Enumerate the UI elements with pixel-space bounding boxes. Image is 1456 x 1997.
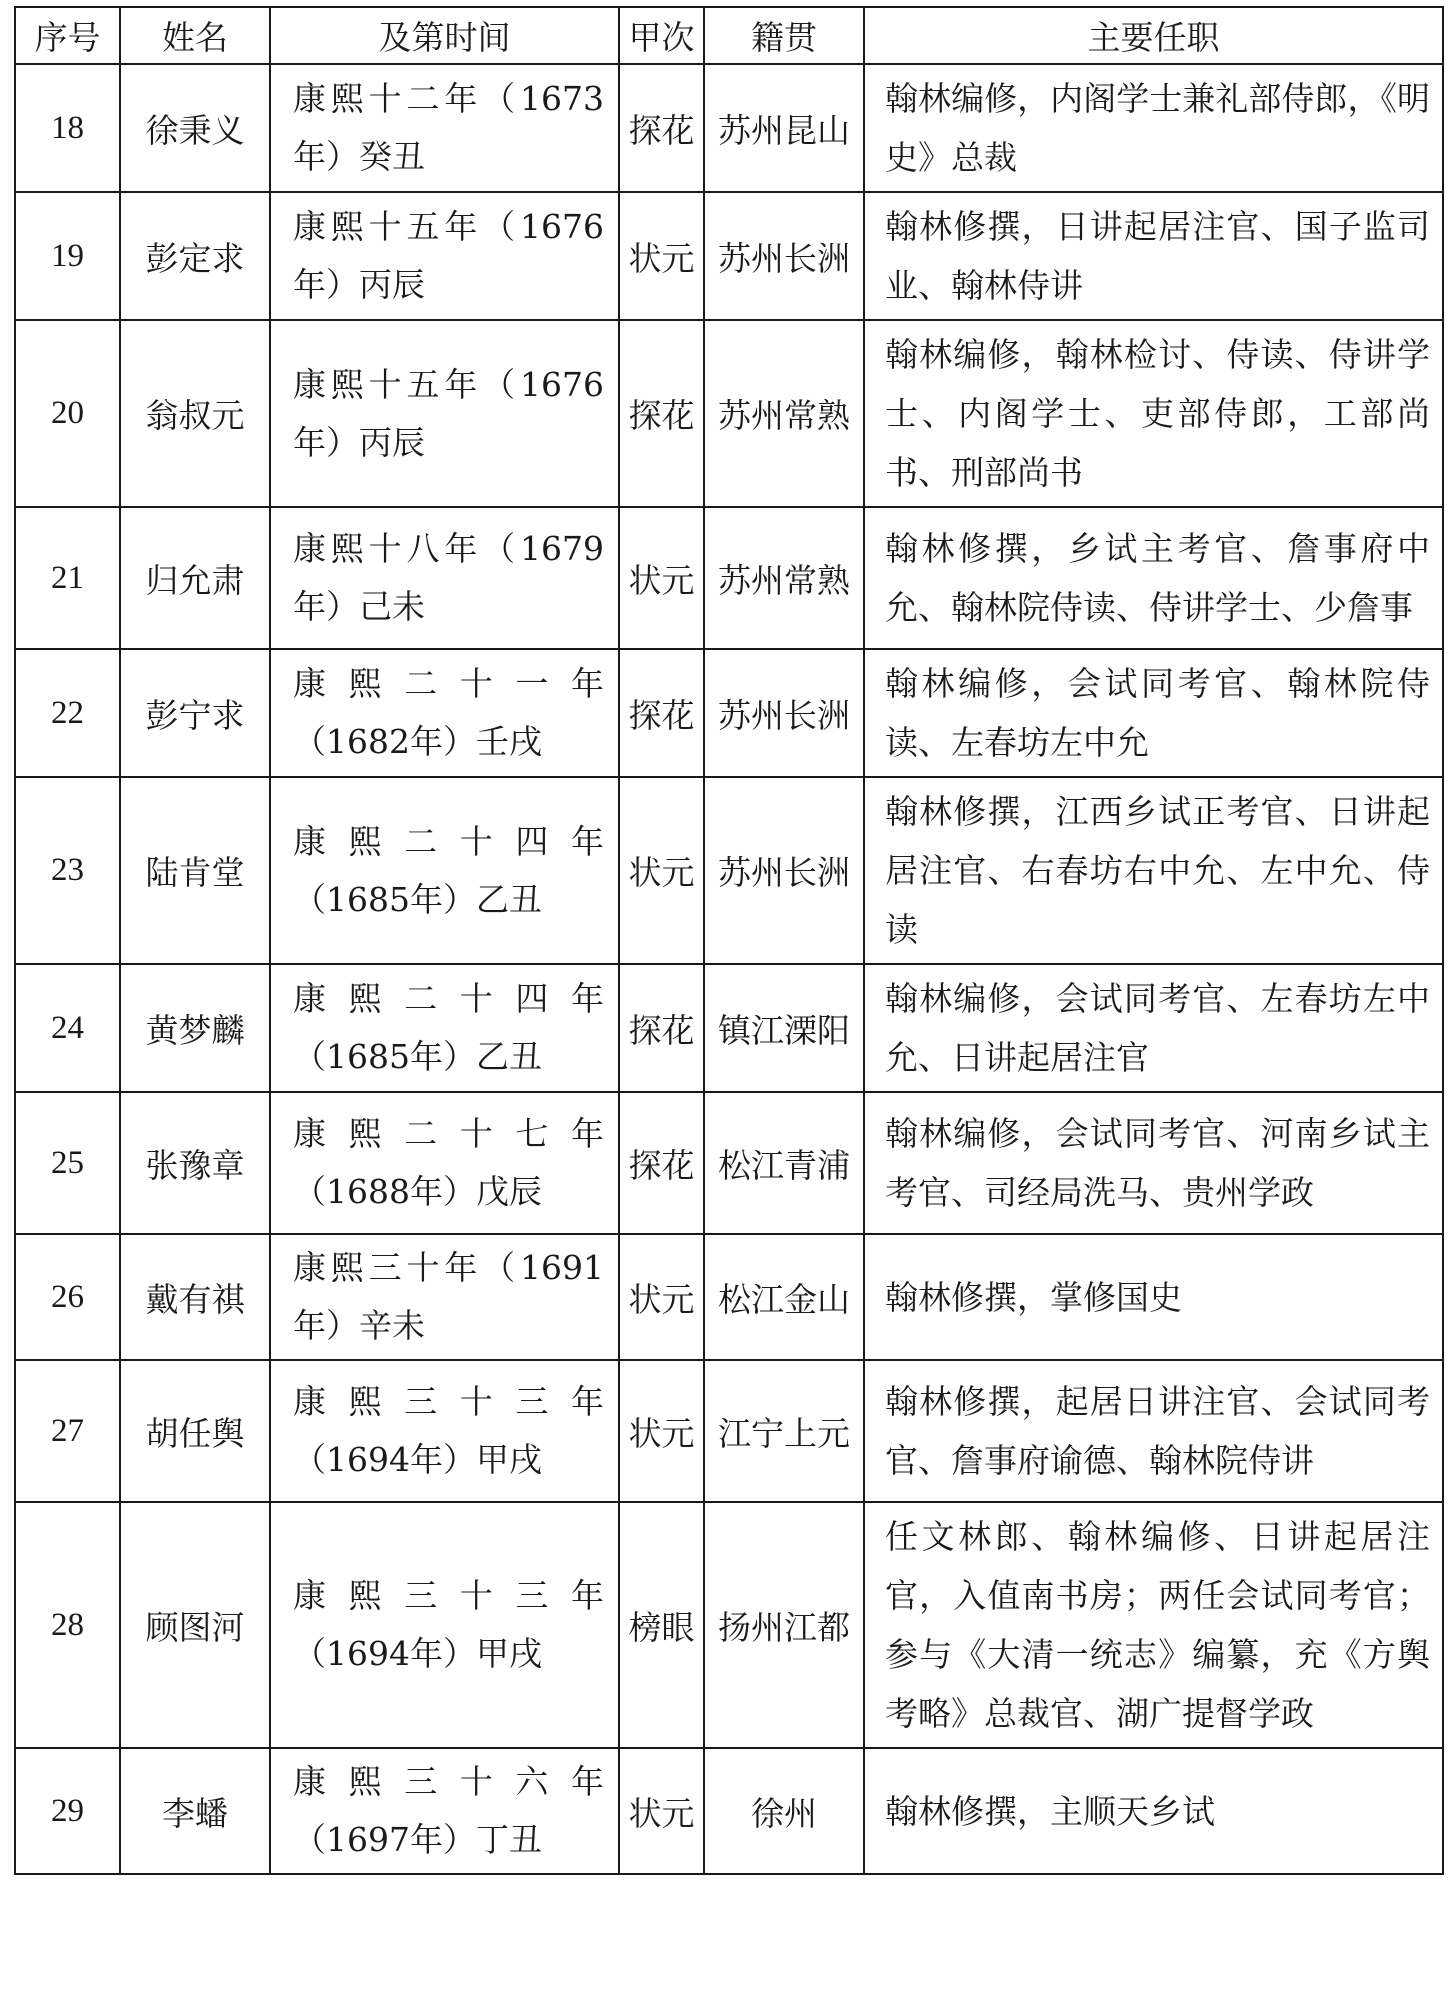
row-time [270, 777, 619, 964]
row-native: 苏州常熟 [704, 320, 864, 507]
row-native: 江宁上元 [704, 1360, 864, 1502]
row-time-line: （1688年）戊辰 [293, 1172, 542, 1211]
row-rank: 探花 [619, 649, 704, 777]
row-time-line: 年）辛未 [293, 1306, 425, 1345]
row-name: 彭定求 [120, 192, 270, 320]
row-time [270, 507, 619, 649]
row-native: 苏州长洲 [704, 649, 864, 777]
row-index: 20 [15, 320, 120, 507]
table-row [15, 649, 1443, 777]
row-index: 28 [15, 1502, 120, 1748]
row-rank: 探花 [619, 320, 704, 507]
row-duty: 翰林修撰，掌修国史 [864, 1234, 1443, 1360]
row-index: 18 [15, 64, 120, 192]
table-row [15, 1502, 1443, 1748]
table-row [15, 777, 1443, 964]
row-native: 松江金山 [704, 1234, 864, 1360]
table-row [15, 964, 1443, 1092]
row-name: 胡任舆 [120, 1360, 270, 1502]
header-time: 及第时间 [270, 7, 619, 64]
row-index: 27 [15, 1360, 120, 1502]
row-time [270, 64, 619, 192]
row-rank: 探花 [619, 964, 704, 1092]
row-rank: 状元 [619, 1234, 704, 1360]
table-row [15, 192, 1443, 320]
row-time-line: 康熙十八年（1679 [293, 529, 604, 568]
row-time-line: 康熙三十六年 [293, 1762, 604, 1801]
row-time-line: 康熙二十一年 [293, 664, 604, 703]
row-duty: 翰林修撰，主顺天乡试 [864, 1748, 1443, 1874]
row-time [270, 192, 619, 320]
row-time [270, 649, 619, 777]
table-row [15, 507, 1443, 649]
row-duty: 翰林编修，翰林检讨、侍读、侍讲学士、内阁学士、吏部侍郎，工部尚书、刑部尚书 [864, 320, 1443, 507]
row-time [270, 320, 619, 507]
row-index: 22 [15, 649, 120, 777]
row-time-line: 康熙三十三年 [293, 1576, 604, 1615]
row-time [270, 1092, 619, 1234]
table-body [15, 64, 1443, 1874]
table-row [15, 1748, 1443, 1874]
row-name: 顾图河 [120, 1502, 270, 1748]
row-name: 陆肯堂 [120, 777, 270, 964]
row-index: 23 [15, 777, 120, 964]
row-rank: 状元 [619, 192, 704, 320]
row-native: 苏州常熟 [704, 507, 864, 649]
row-duty: 任文林郎、翰林编修、日讲起居注官，入值南书房；两任会试同考官；参与《大清一统志》编纂，充《方舆考略》总裁官、湖广提督学政 [864, 1502, 1443, 1748]
row-time-line: （1682年）壬戌 [293, 722, 542, 761]
row-time-line: （1694年）甲戌 [293, 1440, 542, 1479]
row-time-line: 康熙三十年（1691 [293, 1248, 604, 1287]
row-native: 松江青浦 [704, 1092, 864, 1234]
table-header [15, 7, 1443, 64]
row-time-line: 康熙十五年（1676 [293, 364, 604, 404]
table-row [15, 64, 1443, 192]
row-rank: 状元 [619, 507, 704, 649]
row-duty: 翰林修撰，江西乡试正考官、日讲起居注官、右春坊右中允、左中允、侍读 [864, 777, 1443, 964]
header-index: 序号 [15, 7, 120, 64]
row-time-line: （1685年）乙丑 [293, 879, 542, 919]
row-duty: 翰林编修，会试同考官、河南乡试主考官、司经局洗马、贵州学政 [864, 1092, 1443, 1234]
row-native: 扬州江都 [704, 1502, 864, 1748]
row-time [270, 1360, 619, 1502]
row-time-line: 康熙三十三年 [293, 1382, 604, 1421]
row-rank: 状元 [619, 1360, 704, 1502]
header-rank: 甲次 [619, 7, 704, 64]
row-name: 翁叔元 [120, 320, 270, 507]
row-time-line: 年）己未 [293, 587, 425, 626]
officials-table [14, 6, 1444, 1875]
row-index: 25 [15, 1092, 120, 1234]
table-row [15, 1092, 1443, 1234]
row-name: 黄梦麟 [120, 964, 270, 1092]
row-time-line: （1697年）丁丑 [293, 1820, 542, 1859]
row-time [270, 1502, 619, 1748]
row-index: 19 [15, 192, 120, 320]
row-time-line: 年）丙辰 [293, 422, 425, 462]
table-row [15, 1234, 1443, 1360]
row-time-line: 康熙二十四年 [293, 821, 604, 861]
row-name: 归允肃 [120, 507, 270, 649]
row-rank: 探花 [619, 1092, 704, 1234]
row-native: 徐州 [704, 1748, 864, 1874]
row-native: 苏州昆山 [704, 64, 864, 192]
row-time-line: 康熙二十四年 [293, 979, 604, 1018]
row-native: 镇江溧阳 [704, 964, 864, 1092]
header-row [15, 7, 1443, 64]
row-rank: 状元 [619, 1748, 704, 1874]
header-native: 籍贯 [704, 7, 864, 64]
row-time-line: 康熙十二年（1673 [293, 79, 604, 118]
row-index: 24 [15, 964, 120, 1092]
row-time [270, 964, 619, 1092]
row-native: 苏州长洲 [704, 192, 864, 320]
row-time-line: 年）丙辰 [293, 265, 425, 304]
row-name: 李蟠 [120, 1748, 270, 1874]
table-row [15, 320, 1443, 507]
row-duty: 翰林编修，会试同考官、左春坊左中允、日讲起居注官 [864, 964, 1443, 1092]
row-name: 彭宁求 [120, 649, 270, 777]
row-index: 21 [15, 507, 120, 649]
row-rank: 探花 [619, 64, 704, 192]
row-name: 戴有祺 [120, 1234, 270, 1360]
row-time-line: 康熙二十七年 [293, 1114, 604, 1153]
row-time [270, 1234, 619, 1360]
row-name: 徐秉义 [120, 64, 270, 192]
row-time-line: （1685年）乙丑 [293, 1037, 542, 1076]
header-name: 姓名 [120, 7, 270, 64]
row-duty: 翰林修撰，乡试主考官、詹事府中允、翰林院侍读、侍讲学士、少詹事 [864, 507, 1443, 649]
row-time [270, 1748, 619, 1874]
row-native: 苏州长洲 [704, 777, 864, 964]
row-rank: 榜眼 [619, 1502, 704, 1748]
row-duty: 翰林编修，内阁学士兼礼部侍郎，《明史》总裁 [864, 64, 1443, 192]
row-time-line: 康熙十五年（1676 [293, 207, 604, 246]
row-index: 29 [15, 1748, 120, 1874]
row-time-line: （1694年）甲戌 [293, 1634, 542, 1673]
header-duty: 主要任职 [864, 7, 1443, 64]
row-rank: 状元 [619, 777, 704, 964]
row-time-line: 年）癸丑 [293, 137, 425, 176]
row-index: 26 [15, 1234, 120, 1360]
table-row [15, 1360, 1443, 1502]
row-name: 张豫章 [120, 1092, 270, 1234]
row-duty: 翰林修撰，起居日讲注官、会试同考官、詹事府谕德、翰林院侍讲 [864, 1360, 1443, 1502]
row-duty: 翰林编修，会试同考官、翰林院侍读、左春坊左中允 [864, 649, 1443, 777]
row-duty: 翰林修撰，日讲起居注官、国子监司业、翰林侍讲 [864, 192, 1443, 320]
